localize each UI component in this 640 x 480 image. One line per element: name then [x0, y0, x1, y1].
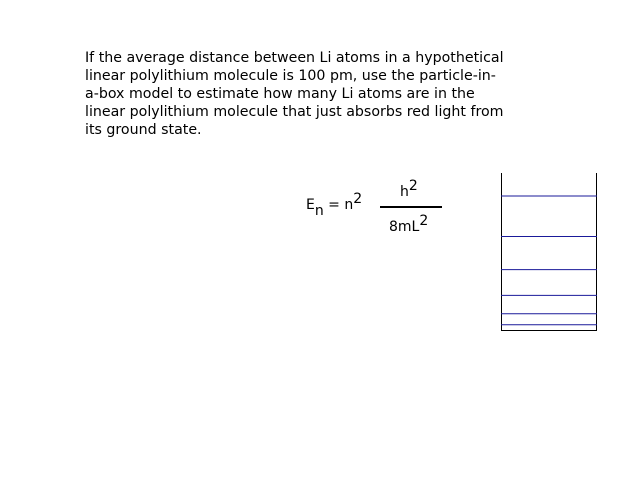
equals-n: = n: [323, 197, 354, 213]
energy-symbol: E: [306, 197, 315, 213]
fraction-denominator: [389, 213, 429, 235]
numerator-exponent: 2: [408, 178, 418, 194]
fraction-bar: [380, 206, 442, 208]
planck-symbol: h: [400, 184, 409, 200]
energy-levels: [501, 196, 597, 325]
n-exponent: 2: [353, 191, 363, 207]
energy-subscript: n: [314, 203, 324, 219]
particle-in-box-diagram: [501, 173, 597, 331]
problem-statement: If the average distance between Li atoms in a hypothetical linear polylithium molecule is 100 pm, use the particle-in- a-box model to estimate how many Li atoms are in the linear polylithium molecule that just absorbs red light from its ground state.: [85, 50, 504, 138]
fraction-numerator: [400, 178, 418, 200]
energy-equation-lhs: [306, 191, 363, 219]
denominator-exponent: 2: [419, 213, 429, 229]
denominator-base: 8mL: [389, 219, 420, 235]
